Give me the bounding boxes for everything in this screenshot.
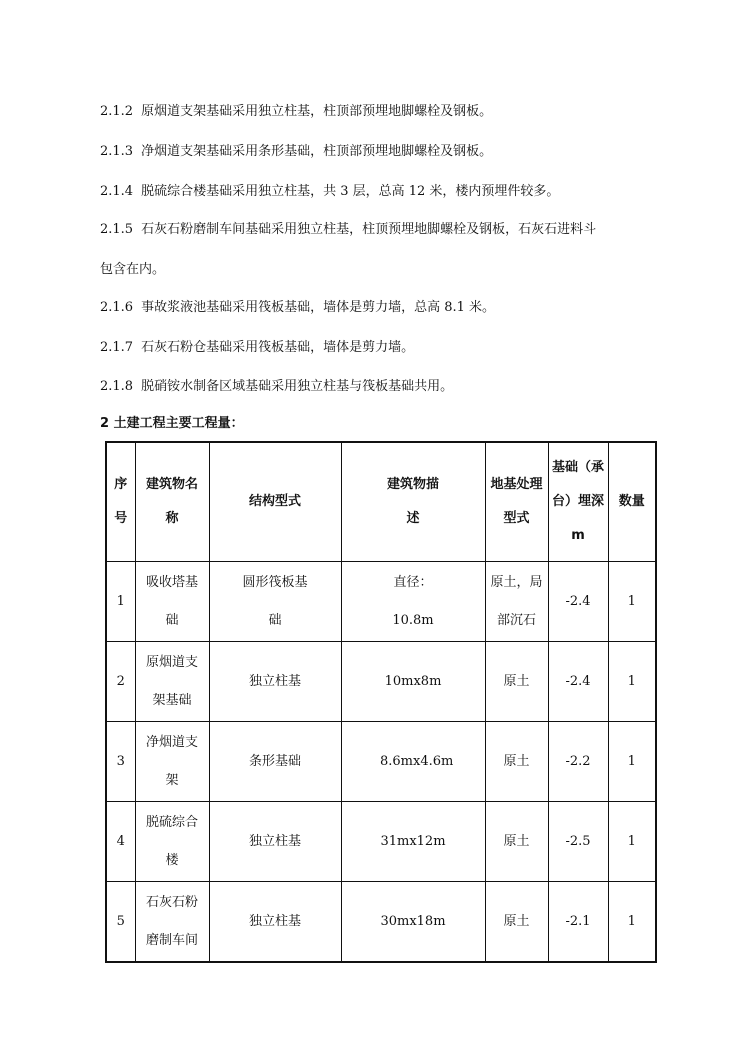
table-cell [135, 562, 209, 642]
cell-text: 8.6mx4.6m [380, 753, 454, 769]
cell-text: 独立柱基 [248, 833, 301, 849]
column-header [341, 442, 485, 562]
table-cell [485, 722, 548, 802]
paragraph-text: 石灰石粉仓基础采用筏板基础，墙体是剪力墙。 [141, 340, 415, 355]
table-cell [209, 642, 341, 722]
clause-number: 2.1.8 [100, 379, 134, 394]
table-cell [608, 642, 656, 722]
table-cell [106, 722, 135, 802]
cell-text: 原烟道支架基础 [145, 654, 198, 708]
cell-text: 1 [627, 753, 636, 769]
table-cell [341, 882, 485, 963]
header-label: 结构型式 [248, 494, 301, 509]
header-label: 基础（承台）埋深m [551, 460, 604, 543]
header-label: 地基处理型式 [490, 477, 543, 526]
paragraph-text: 原烟道支架基础采用独立柱基，柱顶部预埋地脚螺栓及钢板。 [141, 104, 493, 119]
header-label: 建筑物名称 [145, 477, 198, 526]
cell-text: 原土 [503, 833, 530, 849]
paragraph [100, 218, 596, 237]
table-cell [135, 882, 209, 963]
table-cell [548, 562, 608, 642]
table-cell [548, 642, 608, 722]
table-cell [341, 562, 485, 642]
table-cell [209, 802, 341, 882]
table-cell [608, 722, 656, 802]
table-cell [485, 882, 548, 963]
table-cell [548, 802, 608, 882]
table-row [106, 882, 656, 963]
cell-text: 净烟道支架 [145, 734, 198, 788]
table-row [106, 802, 656, 882]
paragraph-text: 包含在内。 [100, 262, 166, 277]
paragraph-text: 脱硝铵水制备区域基础采用独立柱基与筏板基础共用。 [141, 379, 454, 394]
paragraph-text: 石灰石粉磨制车间基础采用独立柱基，柱顶预埋地脚螺栓及钢板，石灰石进料斗 [141, 222, 597, 237]
header-label: 序号 [114, 477, 128, 526]
paragraph [100, 336, 414, 355]
table-cell [106, 882, 135, 963]
column-header [106, 442, 135, 562]
clause-number: 2.1.7 [100, 340, 134, 355]
table-cell [106, 562, 135, 642]
table-cell [209, 882, 341, 963]
section-heading: 2 土建工程主要工程量： [100, 416, 244, 431]
quantities-table [105, 441, 657, 963]
table-cell [548, 882, 608, 963]
cell-text: 圆形筏板基础 [242, 574, 308, 628]
cell-text: 30mx18m [380, 913, 446, 929]
table-cell [485, 642, 548, 722]
table-row [106, 562, 656, 642]
cell-text: 直径：10.8m [392, 574, 434, 628]
cell-text: 条形基础 [248, 753, 301, 769]
cell-text: -2.1 [565, 913, 591, 929]
paragraph [100, 375, 453, 394]
paragraph [100, 100, 492, 119]
cell-text: 3 [116, 753, 125, 769]
column-header [608, 442, 656, 562]
paragraph [100, 180, 559, 199]
cell-text: 原土 [503, 913, 530, 929]
paragraph-text: 事故浆液池基础采用筏板基础，墙体是剪力墙，总高 8.1 米。 [141, 300, 496, 315]
paragraph [100, 140, 492, 159]
paragraph [100, 296, 495, 315]
column-header [209, 442, 341, 562]
table-cell [608, 802, 656, 882]
table-cell [608, 562, 656, 642]
cell-text: -2.4 [565, 593, 591, 609]
cell-text: 1 [116, 593, 125, 609]
clause-number: 2.1.5 [100, 222, 134, 237]
cell-text: 2 [116, 673, 125, 689]
header-label: 建筑物描述 [386, 477, 439, 526]
table-cell [135, 802, 209, 882]
cell-text: 原土，局部沉石 [490, 574, 543, 628]
column-header [548, 442, 608, 562]
cell-text: 独立柱基 [248, 673, 301, 689]
paragraph-text: 净烟道支架基础采用条形基础，柱顶部预埋地脚螺栓及钢板。 [141, 144, 493, 159]
table-cell [106, 802, 135, 882]
column-header [135, 442, 209, 562]
cell-text: 1 [627, 833, 636, 849]
cell-text: 原土 [503, 673, 530, 689]
table-cell [341, 642, 485, 722]
cell-text: 脱硫综合楼 [145, 814, 198, 868]
table-cell [485, 802, 548, 882]
cell-text: 1 [627, 913, 636, 929]
cell-text: 独立柱基 [248, 913, 301, 929]
table-cell [608, 882, 656, 963]
paragraph-text: 脱硫综合楼基础采用独立柱基，共 3 层，总高 12 米，楼内预埋件较多。 [141, 184, 560, 199]
table-cell [209, 722, 341, 802]
clause-number: 2.1.6 [100, 300, 134, 315]
cell-text: 31mx12m [380, 833, 446, 849]
table-row [106, 722, 656, 802]
column-header [485, 442, 548, 562]
cell-text: 吸收塔基础 [145, 574, 198, 628]
table-cell [135, 642, 209, 722]
cell-text: 1 [627, 673, 636, 689]
cell-text: -2.5 [565, 833, 591, 849]
cell-text: -2.4 [565, 673, 591, 689]
table-cell [135, 722, 209, 802]
table-cell [548, 722, 608, 802]
cell-text: 10mx8m [384, 673, 442, 689]
clause-number: 2.1.2 [100, 104, 134, 119]
cell-text: 1 [627, 593, 636, 609]
cell-text: 原土 [503, 753, 530, 769]
table-row [106, 642, 656, 722]
clause-number: 2.1.3 [100, 144, 134, 159]
paragraph [100, 258, 165, 277]
table-cell [341, 802, 485, 882]
table-cell [485, 562, 548, 642]
cell-text: 5 [116, 913, 125, 929]
cell-text: -2.2 [565, 753, 591, 769]
table-cell [341, 722, 485, 802]
table-cell [106, 642, 135, 722]
header-label: 数量 [618, 494, 645, 509]
table-cell [209, 562, 341, 642]
cell-text: 4 [116, 833, 125, 849]
cell-text: 石灰石粉磨制车间 [145, 894, 198, 948]
clause-number: 2.1.4 [100, 184, 134, 199]
